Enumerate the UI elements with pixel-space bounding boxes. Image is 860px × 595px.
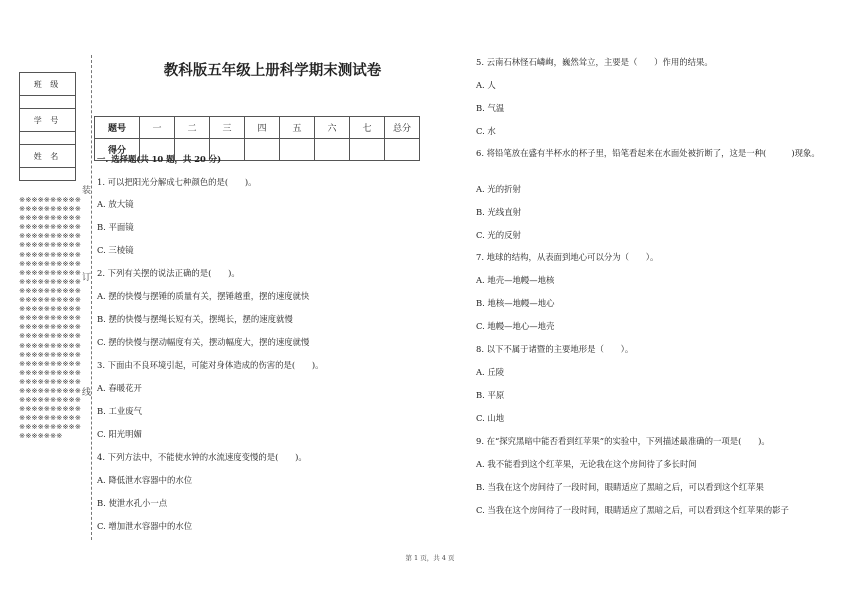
score-col-header: 二 <box>175 117 210 139</box>
option-item: C. 三棱镜 <box>97 245 134 255</box>
student-number-label: 学 号 <box>20 109 76 132</box>
option-item: A. 放大镜 <box>97 199 134 209</box>
option-item: A. 春暖花开 <box>97 383 142 393</box>
score-col-header: 总分 <box>385 117 420 139</box>
option-item: C. 山地 <box>476 413 505 423</box>
name-label: 姓 名 <box>20 145 76 168</box>
option-item: C. 当我在这个房间待了一段时间，眼睛适应了黑暗之后，可以看到这个红苹果的影子 <box>476 505 789 515</box>
exam-title: 教科版五年级上册科学期末测试卷 <box>163 62 382 79</box>
student-info-table <box>19 72 76 181</box>
option-item: C. 光的反射 <box>476 230 521 240</box>
question-stem: 6. 将铅笔放在盛有半杯水的杯子里，铅笔看起来在水面处被折断了，这是一种( )现象。 <box>476 148 820 158</box>
page-footer: 第 1 页，共 4 页 <box>405 554 455 562</box>
binding-char-xian: 线 <box>82 385 91 398</box>
option-item: B. 气温 <box>476 103 505 113</box>
question-stem: 1. 可以把阳光分解成七种颜色的是( )。 <box>97 177 257 187</box>
score-col-header: 四 <box>245 117 280 139</box>
option-item: A. 光的折射 <box>476 184 521 194</box>
class-field[interactable] <box>20 96 76 109</box>
option-item: B. 当我在这个房间待了一段时间，眼睛适应了黑暗之后，可以看到这个红苹果 <box>476 482 764 492</box>
option-item: A. 丘陵 <box>476 367 505 377</box>
option-item: C. 增加泄水容器中的水位 <box>97 521 193 531</box>
score-cell[interactable] <box>245 139 280 161</box>
option-item: B. 地核—地幔—地心 <box>476 298 555 308</box>
score-cell[interactable] <box>315 139 350 161</box>
score-cell[interactable] <box>350 139 385 161</box>
binding-char-ding: 订 <box>82 270 91 283</box>
student-number-field[interactable] <box>20 132 76 145</box>
class-label: 班 级 <box>20 73 76 96</box>
option-item: B. 平原 <box>476 390 505 400</box>
question-stem: 3. 下面由不良环境引起，可能对身体造成的伤害的是( )。 <box>97 360 324 370</box>
score-row-label: 得分 <box>95 139 140 161</box>
section-heading: 一. 选择题(共 10 题，共 20 分) <box>97 154 222 164</box>
option-item: C. 水 <box>476 126 496 136</box>
score-col-header: 七 <box>350 117 385 139</box>
option-item: B. 使泄水孔小一点 <box>97 498 168 508</box>
option-item: C. 阳光明媚 <box>97 429 142 439</box>
score-col-header: 六 <box>315 117 350 139</box>
option-item: C. 摆的快慢与摆动幅度有关，摆动幅度大，摆的速度就慢 <box>97 337 310 347</box>
score-col-header: 三 <box>210 117 245 139</box>
score-cell[interactable] <box>280 139 315 161</box>
question-number-header: 题号 <box>95 117 140 139</box>
option-item: B. 工业废气 <box>97 406 142 416</box>
question-stem: 4. 下列方法中，不能使水钟的水流速度变慢的是( )。 <box>97 452 307 462</box>
option-item: A. 地壳—地幔—地核 <box>476 275 555 285</box>
option-item: A. 降低泄水容器中的水位 <box>97 475 193 485</box>
option-item: B. 光线直射 <box>476 207 521 217</box>
score-col-header: 五 <box>280 117 315 139</box>
option-item: A. 人 <box>476 80 496 90</box>
decorative-star-border: ※※※※※※※※※※※※※※※※※※※※※※※※※※※※※※※※※※※※※※※※※※※※※※※※※※※※※※※※※※※※※※※※※※※※※※※※※※※※※※※※※※※※※※※※※※※※※※※※※※※※※※※※※※※※※※※※※※※※※※※※※※※※※※※※※※※※※※※※※※※※※※※※※※※※※※※※※※※※※※※※※※※※※※※※※※※※※※※※※※※※※※※※※※※※※※※※※※※※※※※※※※※※※※※※※※※※※※※※※※※※※※※※※※※※※※※※※※※※※※※※※※※※※※※※※※※※※※※※※※※※※※※※※※※ <box>19 195 81 441</box>
option-item: B. 摆的快慢与摆绳长短有关，摆绳长，摆的速度就慢 <box>97 314 293 324</box>
score-col-header: 一 <box>140 117 175 139</box>
question-stem: 8. 以下不属于诸暨的主要地形是（ ）。 <box>476 344 634 354</box>
option-item: A. 摆的快慢与摆锤的质量有关，摆锤越重，摆的速度就快 <box>97 291 310 301</box>
question-stem: 7. 地球的结构，从表面到地心可以分为（ ）。 <box>476 252 659 262</box>
question-stem: 9. 在“探究黑暗中能否看到红苹果”的实验中，下列描述最准确的一项是( )。 <box>476 436 770 446</box>
score-cell[interactable] <box>385 139 420 161</box>
question-stem: 5. 云南石林怪石嶙峋，巍然耸立，主要是（ ）作用的结果。 <box>476 57 713 67</box>
option-item: A. 我不能看到这个红苹果，无论我在这个房间待了多长时间 <box>476 459 697 469</box>
name-field[interactable] <box>20 168 76 181</box>
binding-dashed-line <box>91 55 92 540</box>
question-stem: 2. 下列有关摆的说法正确的是( )。 <box>97 268 240 278</box>
option-item: B. 平面镜 <box>97 222 134 232</box>
binding-char-zhuang: 装 <box>82 183 91 196</box>
option-item: C. 地幔—地心—地壳 <box>476 321 555 331</box>
